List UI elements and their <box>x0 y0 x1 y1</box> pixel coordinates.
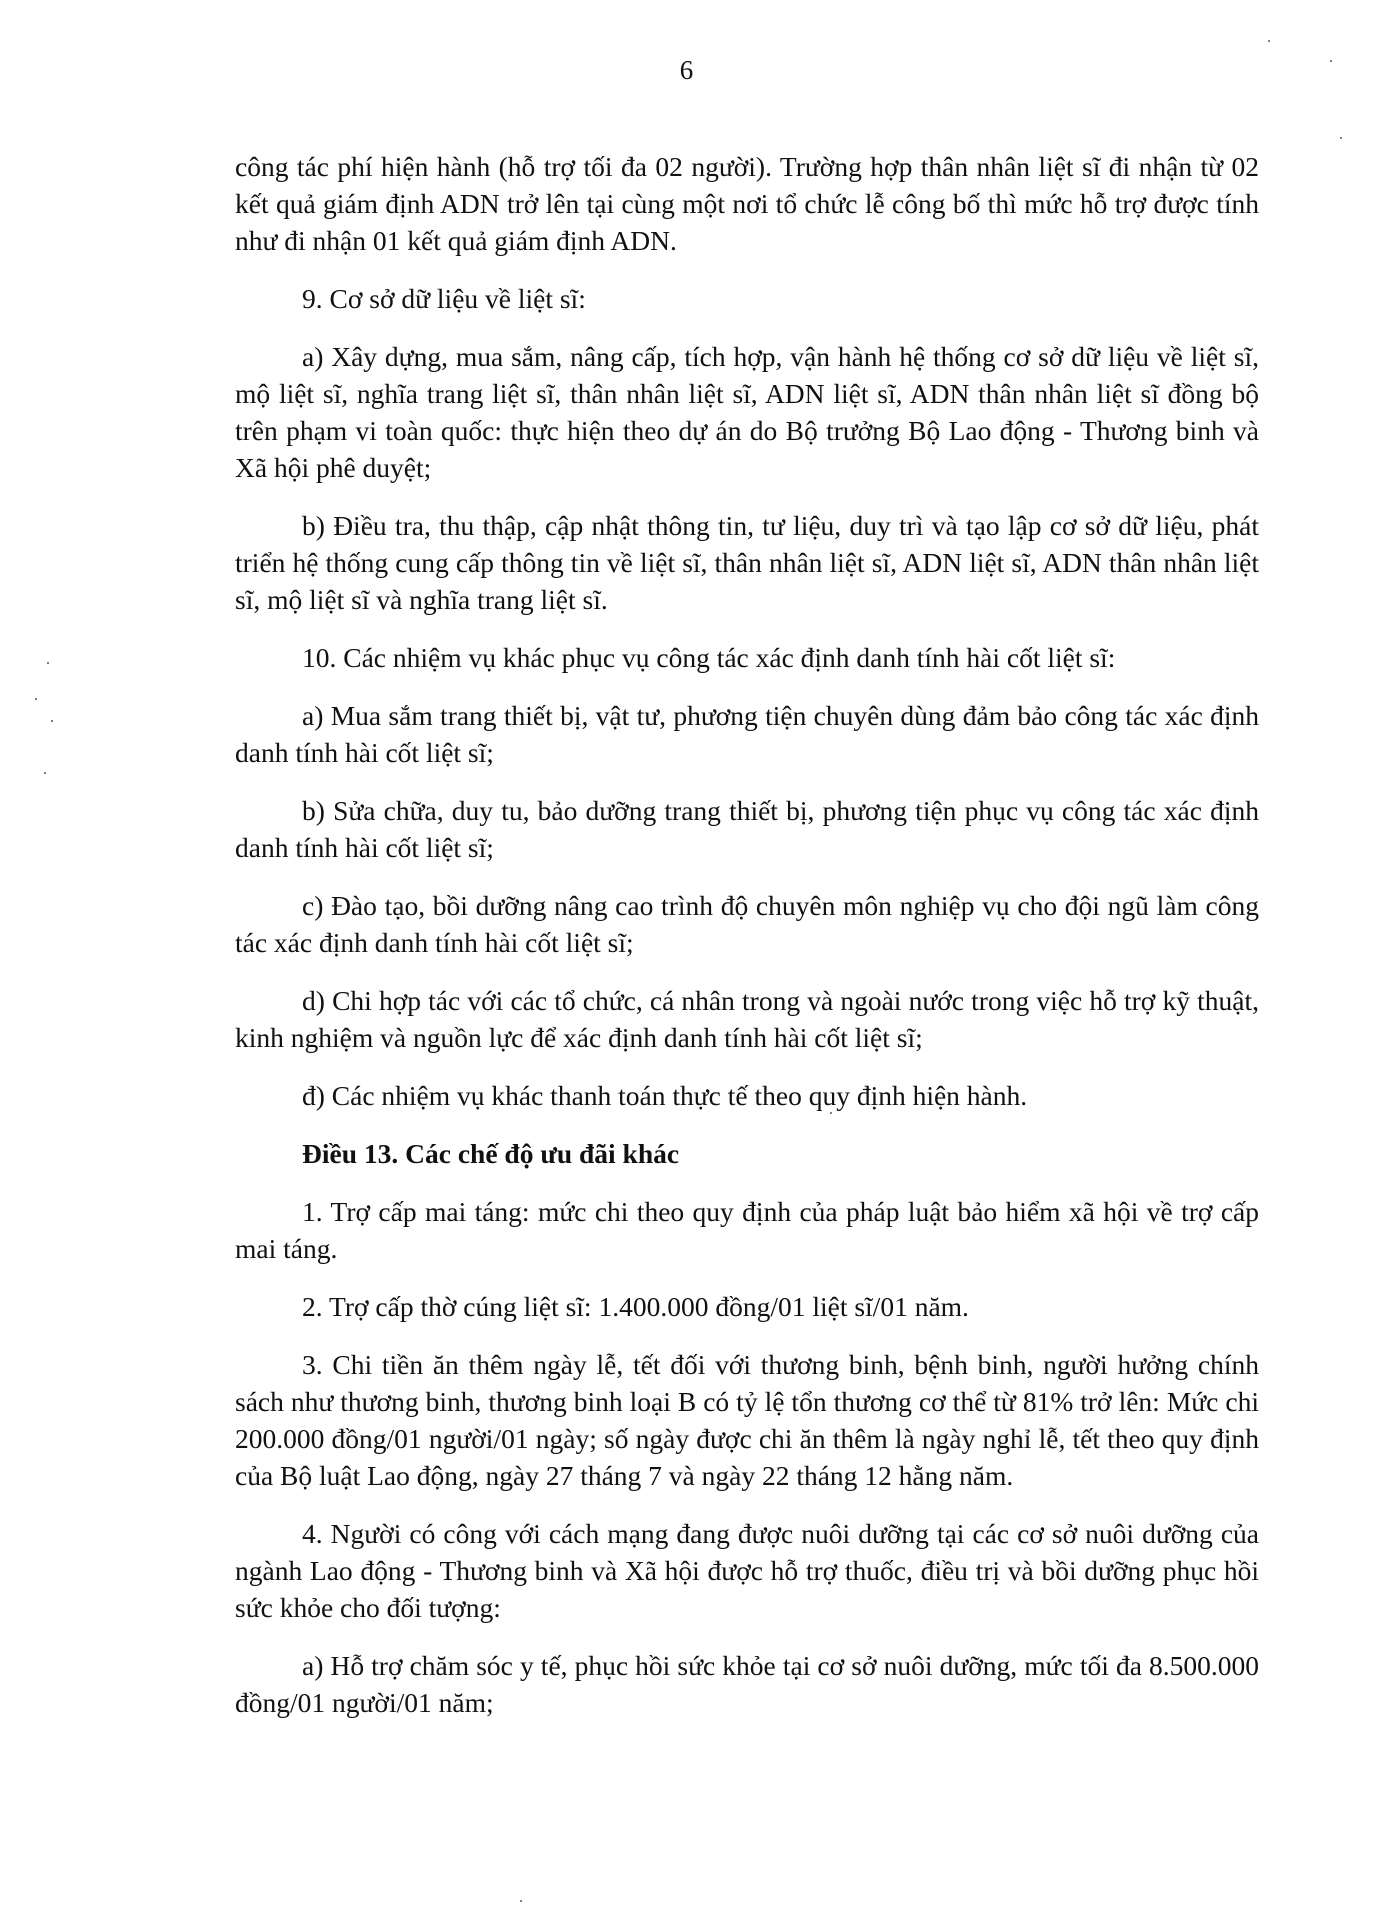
section-10-title: 10. Các nhiệm vụ khác phục vụ công tác xác định danh tính hài cốt liệt sĩ: <box>302 642 1116 673</box>
document-body <box>235 148 1259 1742</box>
scan-speck <box>830 1112 832 1114</box>
article-13-heading: Điều 13. Các chế độ ưu đãi khác <box>302 1138 680 1169</box>
paragraph-continuation: công tác phí hiện hành (hỗ trợ tối đa 02 người). Trường hợp thân nhân liệt sĩ đi nhận từ 02 kết quả giám định ADN trở lên tại cùng một nơi tổ chức lễ công bố thì mức hỗ trợ được tính như đi nhận 01 kết quả giám định ADN. <box>235 151 1259 256</box>
section-10-item-c: c) Đào tạo, bồi dưỡng nâng cao trình độ chuyên môn nghiệp vụ cho đội ngũ làm công tác xác định danh tính hài cốt liệt sĩ; <box>235 890 1259 958</box>
section-10-item-b: b) Sửa chữa, duy tu, bảo dưỡng trang thiết bị, phương tiện phục vụ công tác xác định danh tính hài cốt liệt sĩ; <box>235 795 1259 863</box>
scan-speck <box>51 720 53 722</box>
section-9-item-a: a) Xây dựng, mua sắm, nâng cấp, tích hợp, vận hành hệ thống cơ sở dữ liệu về liệt sĩ, mộ liệt sĩ, nghĩa trang liệt sĩ, thân nhân liệt sĩ, ADN liệt sĩ, ADN thân nhân liệt sĩ đồng bộ trên phạm vi toàn quốc: thực hiện theo dự án do Bộ trưởng Bộ Lao động - Thương binh và Xã hội phê duyệt; <box>235 341 1259 483</box>
section-10-item-a: a) Mua sắm trang thiết bị, vật tư, phương tiện chuyên dùng đảm bảo công tác xác định danh tính hài cốt liệt sĩ; <box>235 700 1259 768</box>
scan-speck <box>1330 60 1332 62</box>
section-9-item-b: b) Điều tra, thu thập, cập nhật thông tin, tư liệu, duy trì và tạo lập cơ sở dữ liệu, phát triển hệ thống cung cấp thông tin về liệt sĩ, thân nhân liệt sĩ, ADN liệt sĩ, ADN thân nhân liệt sĩ, mộ liệt sĩ và nghĩa trang liệt sĩ. <box>235 510 1259 615</box>
article-13-item-4: 4. Người có công với cách mạng đang được nuôi dưỡng tại các cơ sở nuôi dưỡng của ngành Lao động - Thương binh và Xã hội được hỗ trợ thuốc, điều trị và bồi dưỡng phục hồi sức khỏe cho đối tượng: <box>235 1518 1259 1623</box>
article-13-item-4a: a) Hỗ trợ chăm sóc y tế, phục hồi sức khỏe tại cơ sở nuôi dưỡng, mức tối đa 8.500.000 đồng/01 người/01 năm; <box>235 1650 1259 1718</box>
scan-speck <box>520 1900 522 1902</box>
article-13-item-3: 3. Chi tiền ăn thêm ngày lễ, tết đối với thương binh, bệnh binh, người hưởng chính sách như thương binh, thương binh loại B có tỷ lệ tổn thương cơ thể từ 81% trở lên: Mức chi 200.000 đồng/01 người/01 ngày; số ngày được chi ăn thêm là ngày nghỉ lễ, tết theo quy định của Bộ luật Lao động, ngày 27 tháng 7 và ngày 22 tháng 12 hằng năm. <box>235 1349 1259 1491</box>
section-10-item-dd: đ) Các nhiệm vụ khác thanh toán thực tế theo quy định hiện hành. <box>302 1080 1028 1111</box>
article-13-item-1: 1. Trợ cấp mai táng: mức chi theo quy định của pháp luật bảo hiểm xã hội về trợ cấp mai táng. <box>235 1196 1259 1264</box>
scan-speck <box>1340 137 1342 139</box>
scan-speck <box>35 698 37 700</box>
article-13-item-2: 2. Trợ cấp thờ cúng liệt sĩ: 1.400.000 đồng/01 liệt sĩ/01 năm. <box>302 1291 969 1322</box>
scan-speck <box>1268 40 1270 42</box>
section-9-title: 9. Cơ sở dữ liệu về liệt sĩ: <box>302 283 586 314</box>
section-10-item-d: d) Chi hợp tác với các tổ chức, cá nhân trong và ngoài nước trong việc hỗ trợ kỹ thuật, kinh nghiệm và nguồn lực để xác định danh tính hài cốt liệt sĩ; <box>235 985 1259 1053</box>
page-number: 6 <box>679 55 694 85</box>
scan-speck <box>44 772 46 774</box>
scan-speck <box>47 662 49 664</box>
